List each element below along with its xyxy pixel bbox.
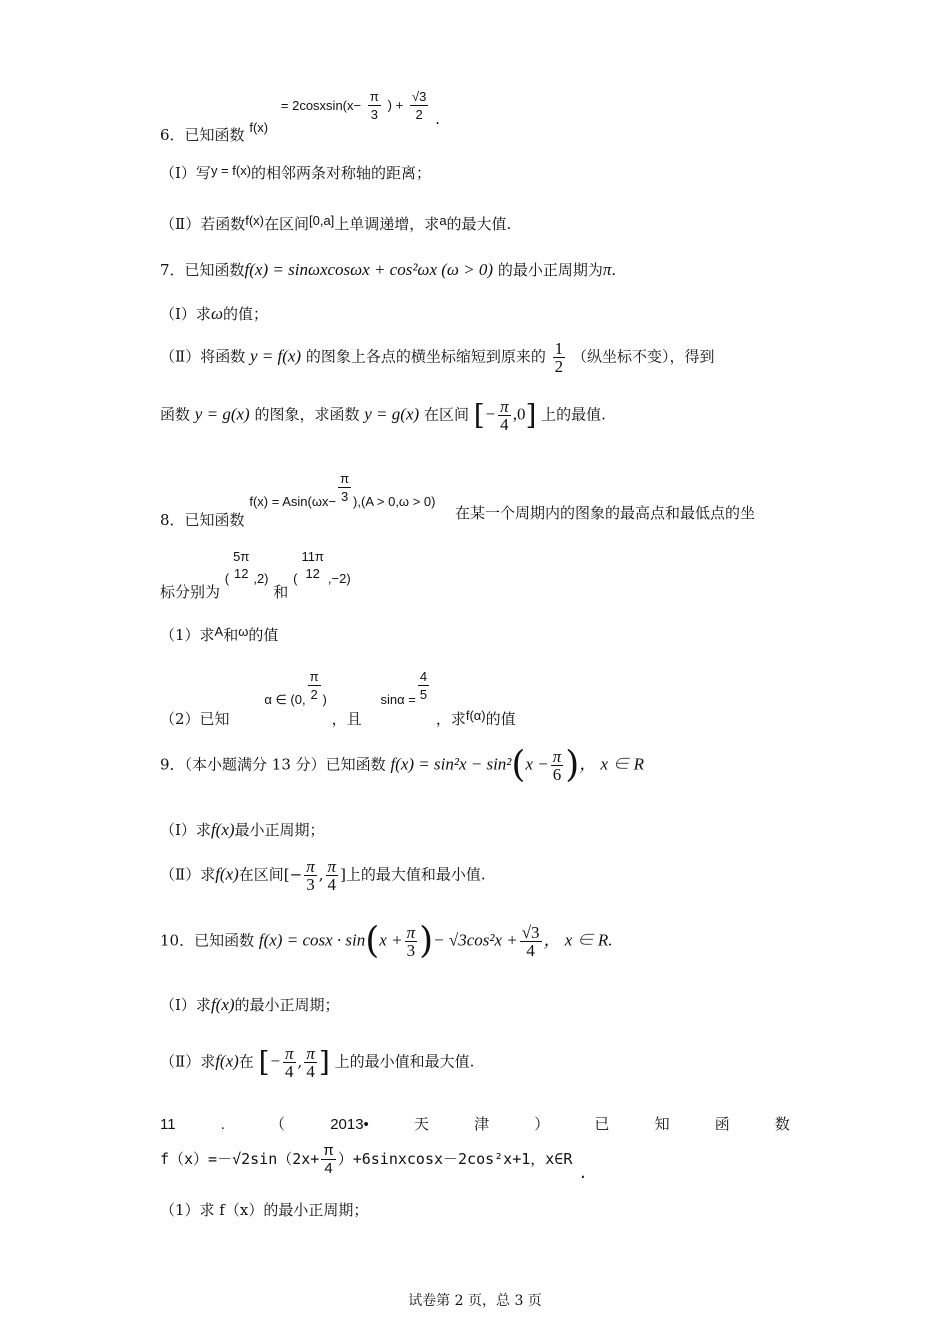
- q7-pi-over-4: $\frac{\pi}{4}$: [500, 397, 509, 434]
- q8-line2: 标分别为 ( 5π 12 ,2) 和 ( 11π 12 ,−2): [160, 549, 351, 601]
- q8-point2: 11π 12: [301, 549, 324, 581]
- q10-part2: （Ⅱ）求f(x)在 [− $\frac{\pi}{4}$ , $\frac{\pi}{4}$ ] 上的最小值和最大值.: [160, 1044, 475, 1081]
- q8-part2: （2）已知 α ∈ (0, $\frac{\pi}{2}$ ) ，且 sinα = $\frac{4}{5}$ ，求f(α)的值: [160, 669, 516, 728]
- q7-part2: （Ⅱ）将函数 y = f(x) 的图象上各点的横坐标缩短到原来的 $\frac{1}{2}$ （纵坐标不变），得到: [160, 339, 715, 376]
- q8-four-fifths: $\frac{4}{5}$: [419, 669, 428, 702]
- q10-pi-over-4-b: $\frac{\pi}{4}$: [306, 1044, 315, 1081]
- q6-part2: （Ⅱ）若函数f(x)在区间[0,a]上单调递增，求a的最大值.: [160, 213, 512, 233]
- q6-expression-b: ) +: [387, 97, 404, 113]
- q11-line: 11 . （ 2013• 天 津 ） 已 知 函 数: [160, 1116, 790, 1133]
- q7-part2-cont: 函数 y = g(x) 的图象，求函数 y = g(x) 在区间 [− $\frac{\pi}{4}$ ,0] 上的最值.: [160, 397, 606, 434]
- q6-label: 6．已知函数: [160, 125, 245, 144]
- q6-function-name: f(x): [249, 119, 269, 135]
- q6-sqrt3-over-2: $\frac{√3}{2}$: [411, 89, 427, 122]
- q10-sqrt3-over-4: $\frac{√3}{4}$: [521, 923, 540, 960]
- q6-part1: （Ⅰ）写y = f(x)的相邻两条对称轴的距离；: [160, 163, 432, 182]
- page-footer: 试卷第 2 页，总 3 页: [408, 1293, 542, 1309]
- q11-pi-over-4: $\frac{\pi}{4}$: [323, 1142, 334, 1177]
- q10-part1: （Ⅰ）求f(x)的最小正周期；: [160, 995, 340, 1014]
- q9-part2: （Ⅱ）求f(x)在区间[− $\frac{\pi}{3}$ , $\frac{\pi}{4}$ ]上的最大值和最小值.: [160, 857, 486, 894]
- q8-pi-over-2: $\frac{\pi}{2}$: [309, 669, 319, 702]
- q6-end: .: [435, 109, 440, 128]
- q6-line: [160, 88, 440, 144]
- q9-pi-over-4: $\frac{\pi}{4}$: [327, 857, 337, 894]
- q8-line-tail: 在某一个周期内的图象的最高点和最低点的坐: [455, 504, 756, 522]
- q8-point1: 5π 12: [233, 549, 250, 581]
- q8-part1: （1）求A和ω的值: [160, 624, 279, 644]
- q9-part1: （Ⅰ）求f(x)最小正周期；: [160, 820, 325, 839]
- q7-expression: f(x) = sinωxcosωx + cos²ωx (ω > 0): [244, 260, 494, 279]
- q7-one-half: $\frac{1}{2}$: [554, 339, 564, 376]
- q10-pi-over-3: $\frac{\pi}{3}$: [406, 923, 416, 960]
- q6-expression-a: = 2cosxsin(x−: [280, 97, 362, 113]
- q8-pi-over-3: $\frac{\pi}{3}$: [340, 471, 350, 504]
- q9-pi-over-3: $\frac{\pi}{3}$: [306, 857, 315, 894]
- q11-part1: （1）求 f（x）的最小正周期；: [160, 1201, 369, 1219]
- q10-line: 10．已知函数 f(x) = cosx · sin(x + $\frac{\pi}{3}$ )− √3cos²x + $\frac{√3}{4}$ ， x ∈ R.: [160, 920, 613, 962]
- q9-line: 9．（本小题满分 13 分）已知函数 f(x) = sin²x − sin²(x − $\frac{\pi}{6}$ )， x ∈ R: [160, 744, 644, 786]
- q7-line: 7．已知函数f(x) = sinωxcosωx + cos²ωx (ω > 0) 的最小正周期为π.: [160, 260, 617, 279]
- q9-pi-over-6: $\frac{\pi}{6}$: [552, 747, 562, 784]
- q10-pi-over-4-a: $\frac{\pi}{4}$: [285, 1044, 294, 1081]
- q8-line: 8．已知函数 f(x) = Asin(ωx− $\frac{\pi}{3}$ ),(A > 0,ω > 0): [160, 471, 436, 529]
- q11-expression: f（x）=－√2sin（2x+ $\frac{\pi}{4}$ ）+6sinxcosx－2cos²x+1，x∈R.: [160, 1142, 588, 1182]
- q6-pi-over-3: $\frac{\pi}{3}$: [369, 89, 379, 122]
- q7-part1: （Ⅰ）求ω的值；: [160, 304, 268, 323]
